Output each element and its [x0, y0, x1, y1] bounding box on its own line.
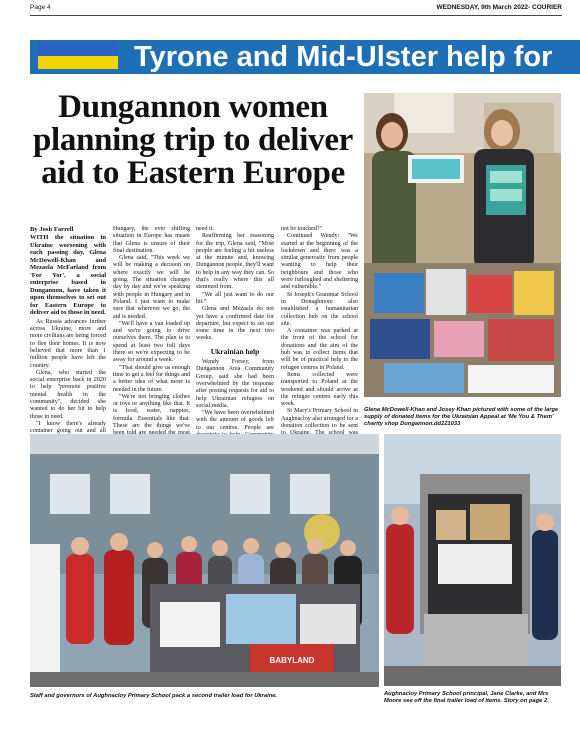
section-banner-title: Tyrone and Mid-Ulster help for — [134, 41, 553, 73]
box-label: BABYLAND — [269, 656, 315, 665]
photo-final-trailer-load — [384, 434, 561, 686]
photo-school-staff-trailer — [30, 434, 379, 687]
photo-caption: Glena McDowell-Khan and Josey Khan pictured with some of the large supply of donated items for the Ukrainian Appeal at 'Me You & Them' charity shop Dungannon.dd221033 — [364, 407, 559, 427]
paragraph: St Joseph's Grammar School in Donaghmore also established a humanitarian collection hub on the school site. — [281, 291, 358, 327]
paragraph: Hungary, the ever shifting situation in Europe has meant that Glena is unsure of their final destination. — [113, 226, 190, 254]
paragraph: "We're not bringing clothes or toys or anything like that. It is food, water, nappies, formula. Essentials like that. These are the things we've — [113, 393, 190, 430]
paragraph: "We have been overwhelmed with the amount of goods left to our centres. People are — [196, 410, 274, 431]
paragraph: Items collected were transported to Poland at the weekend and should arrive at the refugee centres early this week. — [281, 371, 358, 408]
article-subhead: Ukrainian help — [210, 346, 260, 356]
paragraph: "We all just want to do our bit." — [196, 291, 274, 305]
page-number: Page 4 — [30, 4, 51, 11]
paragraph: Continued Wendy: "We started at the beginning of the lockdown and there was a similar generosity from people wanting to help their neighbours and those who were furloughed and sheltering and vulnerable." — [281, 233, 358, 291]
ukraine-flag-icon — [38, 43, 118, 69]
paragraph: "That should give us enough time to get a feel for things and a better idea of what more is needed in the future. — [113, 364, 190, 393]
paragraph: Glena said, "This week we will be making a decision on where exactly we will be going. The situation changes day by day and we're speaking with people in Hungary and in Poland. I just want to make sure that wherever we go, the aid is needed. — [113, 255, 190, 320]
article-headline: Dungannon women planning trip to deliver aid to Eastern Europe — [32, 89, 354, 191]
photo-caption: Aughnacloy Primary School principal, Jane Clarke, and Mrs Moore see off the final trailer load of items. Story on page 2. — [384, 691, 549, 704]
page-folio — [30, 2, 562, 14]
paragraph: St Mary's Primary School in Aughnacloy also arranged for a donation collection to be sent — [281, 408, 358, 430]
paragraph: Glena and Mezaela do not yet have a confirmed date for departure, but expect to set out some time in the next two weeks. — [196, 306, 274, 342]
header-rule — [30, 15, 562, 16]
paragraph: "I know there's already container going out and all — [30, 420, 106, 435]
paragraph: not be touched?" — [281, 226, 323, 232]
paragraph: "We'll have a van loaded up and we're going to drive ourselves there. The plan is to spend at least two full days there so we're expecting to be away for around a week. — [113, 320, 190, 364]
paragraph: A container was parked at the front of the school for donations and the aim of the hub was to collect items that will be of practical help to the refugee centres in Poland. — [281, 328, 358, 371]
paragraph: Glena, who started the social enterprise back in 2020 to help "promote positive mental health in the community", decided she wanted to do her bit to help those in need. — [30, 369, 106, 420]
paragraph: Reaffirming her reasoning for the trip, Glena said, "Most people are feeling a bit useless at the minute and, knowing Dungannon people, they'll want to help in any way they can. So that's really where this all stemmed from. — [196, 233, 274, 291]
article-byline: By Josh Farrell — [30, 226, 74, 233]
paragraph: As Russia advances further across Ukraine, more and more civilians are being forced to flee their homes. It is now believed that more than 1 million people have left the country. — [30, 318, 106, 369]
issue-date: WEDNESDAY, 9th March 2022- COURIER — [436, 4, 562, 11]
paragraph: need it. — [196, 226, 214, 232]
photo-donations-shop — [364, 93, 561, 397]
article-lead: WITH the situation in Ukraine worsening with each passing day, Glena McDowell-Khan and Mezaela McFarland from 'For Yor', a social enterprise based in Dungannon, have taken it upon themselves to set out for Eastern Europe to deliver aid to those in need. — [30, 234, 106, 317]
photo-caption: Staff and governors of Aughnacloy Primary School pack a second trailer load for Ukraine. — [30, 693, 278, 699]
paragraph: Wendy Forsey, from Dungannon Area Community Group, said she had been overwhelmed by the response after posting requests for aid to help Ukrainian refugees on social media. — [196, 359, 274, 409]
